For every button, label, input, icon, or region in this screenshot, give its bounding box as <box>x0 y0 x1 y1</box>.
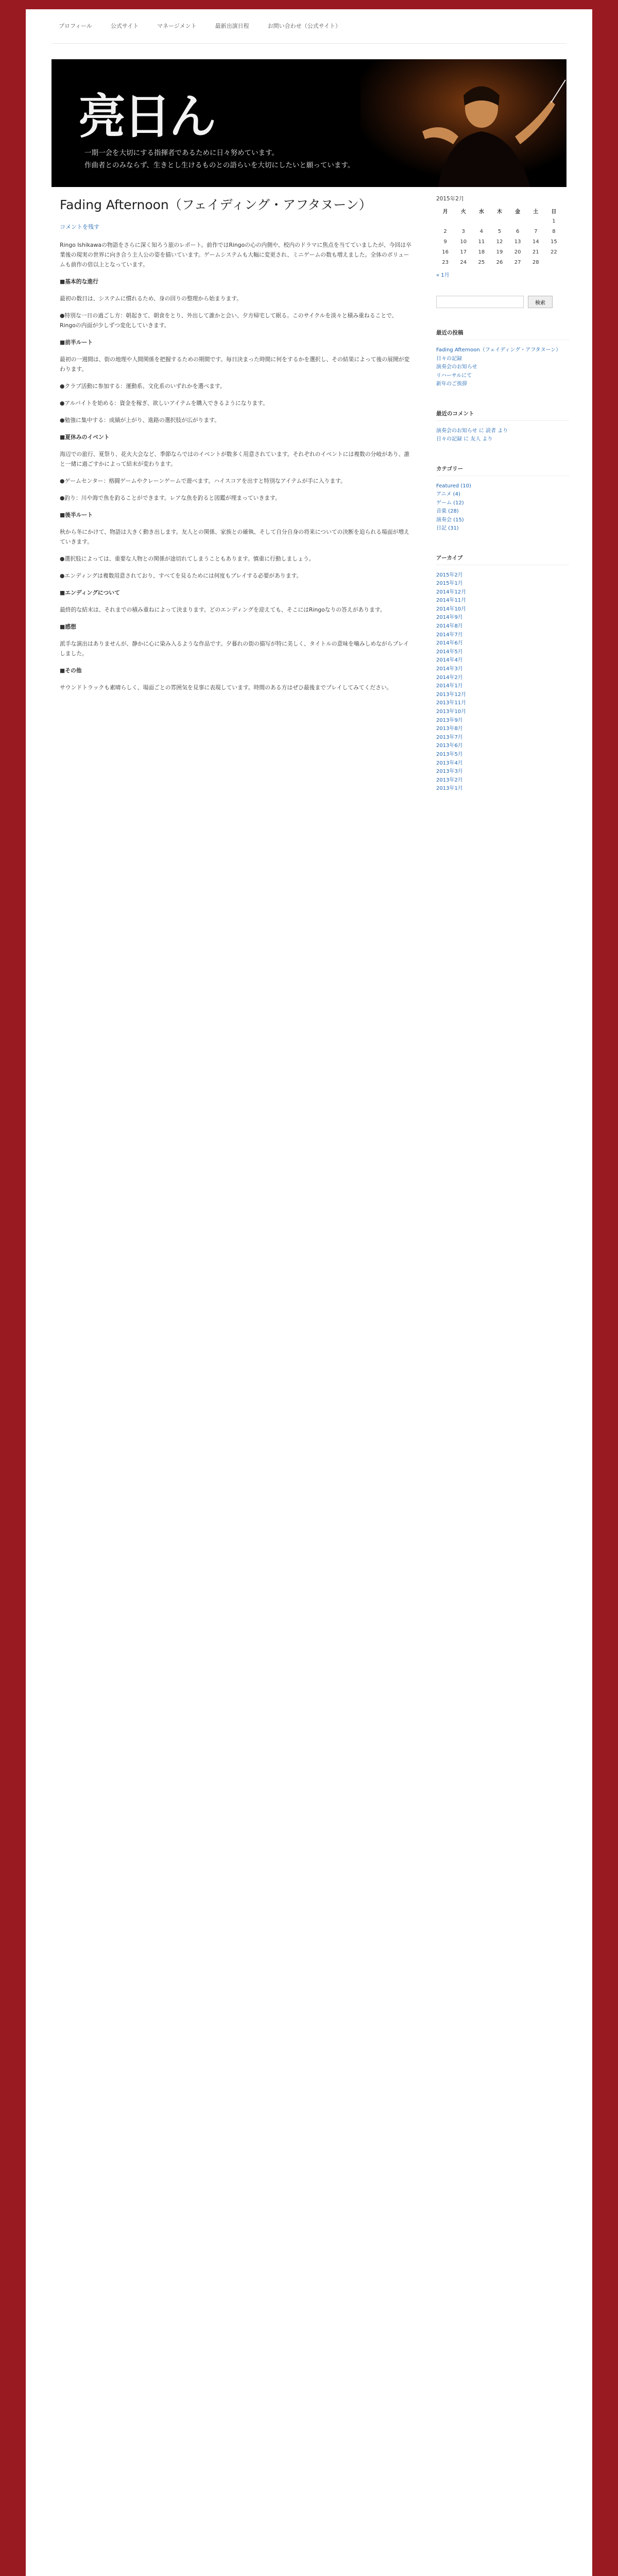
post-paragraph: サウンドトラックも素晴らしく、場面ごとの雰囲気を見事に表現しています。時間のある方はぜひ最後までプレイしてみてください。 <box>60 684 392 691</box>
category-link[interactable]: 演奏会 (15) <box>436 517 464 523</box>
search-button[interactable]: 検索 <box>528 296 553 308</box>
calendar-day <box>490 216 508 226</box>
category-link[interactable]: Featured (10) <box>436 483 471 489</box>
archive-link[interactable]: 2014年5月 <box>436 649 463 655</box>
section-heading: ■前半ルート <box>60 339 93 346</box>
post-paragraph: 秋から冬にかけて、物語は大きく動き出します。友人との関係、家族との確執、そして自分自身の将来についての決断を迫られる場面が増えていきます。 <box>60 529 409 545</box>
category-link[interactable]: ゲーム (12) <box>436 500 464 506</box>
post-paragraph: 最終的な結末は、それまでの積み重ねによって決まります。どのエンディングを迎えても、そこにはRingoなりの答えがあります。 <box>60 606 386 613</box>
post-paragraph: Ringo Ishikawaの物語をさらに深く知ろう旅のレポート。前作ではRingoの心の内側や、校内のドラマに焦点を当てていましたが、今回は卒業後の現実の世界に向き合う主人公の姿を描いています。ゲームシステムも大幅に変更され、ミニゲームの数も増えました。全体のボリュームも前作の倍以上となっています。 <box>60 242 411 268</box>
calendar-day[interactable]: 17 <box>460 249 467 255</box>
site-header <box>52 59 566 187</box>
calendar-day[interactable]: 6 <box>516 228 520 234</box>
archive-link[interactable]: 2014年10月 <box>436 606 467 612</box>
post-paragraph: ●選択肢によっては、重要な人物との関係が途切れてしまうこともあります。慎重に行動しましょう。 <box>60 555 315 562</box>
page <box>26 9 592 2576</box>
post-paragraph: 最初の一週間は、街の地理や人間関係を把握するための期間です。毎日決まった時間に何をするかを選択し、その結果によって後の展開が変わります。 <box>60 356 410 372</box>
archive-link[interactable]: 2014年3月 <box>436 666 463 672</box>
category-link[interactable]: 音楽 (28) <box>436 509 459 514</box>
calendar-day[interactable]: 7 <box>534 228 538 234</box>
nav-item[interactable]: お問い合わせ（公式サイト） <box>267 23 341 29</box>
section-heading: ■エンディングについて <box>60 589 120 596</box>
calendar-day[interactable]: 16 <box>442 249 449 255</box>
calendar-prev-link[interactable]: « 1月 <box>436 273 450 278</box>
calendar-day <box>509 216 527 226</box>
calendar-day[interactable]: 11 <box>478 239 485 245</box>
calendar-day[interactable]: 26 <box>496 259 503 265</box>
calendar-day[interactable]: 15 <box>551 239 557 245</box>
nav-item[interactable]: マネージメント <box>157 23 197 29</box>
calendar-day[interactable]: 20 <box>514 249 521 255</box>
calendar-day[interactable]: 27 <box>514 259 521 265</box>
calendar-week <box>436 257 563 267</box>
archive-link[interactable]: 2014年8月 <box>436 623 463 630</box>
post-paragraph: ●エンディングは複数用意されており、すべてを見るためには何度もプレイする必要があります。 <box>60 572 302 579</box>
post-paragraph: ●クラブ活動に参加する：運動系、文化系のいずれかを選べます。 <box>60 383 226 389</box>
post-paragraph: ●アルバイトを始める：資金を稼ぎ、欲しいアイテムを購入できるようになります。 <box>60 400 268 406</box>
recent-post-link[interactable]: 新年のご挨拶 <box>436 381 467 387</box>
calendar-day[interactable]: 2 <box>443 228 447 234</box>
post-paragraph: 最初の数日は、システムに慣れるため、身の回りの整理から始まります。 <box>60 295 242 302</box>
top-nav <box>52 9 566 44</box>
archive-link[interactable]: 2013年12月 <box>436 691 467 698</box>
section-heading: ■夏休みのイベント <box>60 434 110 440</box>
archive-link[interactable]: 2013年4月 <box>436 760 463 766</box>
calendar-day[interactable]: 13 <box>514 239 521 245</box>
archives-title: アーカイブ <box>436 554 569 565</box>
recent-posts-list <box>436 346 569 389</box>
archive-link[interactable]: 2015年2月 <box>436 572 463 578</box>
section-heading: ■後半ルート <box>60 512 93 518</box>
calendar-day[interactable]: 14 <box>532 239 539 245</box>
calendar-day[interactable]: 10 <box>460 239 467 245</box>
calendar-day <box>545 257 563 267</box>
calendar-weekday: 土 <box>533 209 539 215</box>
section-heading: ■基本的な進行 <box>60 278 98 285</box>
calendar-day[interactable]: 4 <box>479 228 484 234</box>
calendar-week <box>436 236 563 247</box>
calendar-day[interactable]: 18 <box>478 249 485 255</box>
post-paragraph: ●勉強に集中する：成績が上がり、進路の選択肢が広がります。 <box>60 417 220 423</box>
calendar-caption: 2015年2月 <box>436 196 465 202</box>
calendar-weekday: 金 <box>515 209 521 215</box>
calendar-weekday: 火 <box>460 209 466 215</box>
comment-link[interactable]: コメントを残す <box>60 224 99 230</box>
archive-link[interactable]: 2014年1月 <box>436 683 463 689</box>
archive-link[interactable]: 2015年1月 <box>436 581 463 587</box>
archive-link[interactable]: 2013年9月 <box>436 717 463 723</box>
calendar-day[interactable]: 8 <box>552 228 556 234</box>
category-link[interactable]: 日記 (31) <box>436 526 459 531</box>
post-body <box>57 240 412 692</box>
calendar-weekday: 日 <box>551 209 557 215</box>
calendar-day[interactable]: 21 <box>532 249 539 255</box>
post-paragraph: ●ゲームセンター：格闘ゲームやクレーンゲームで遊べます。ハイスコアを出すと特別なアイテムが手に入ります。 <box>60 478 346 484</box>
main-content <box>57 195 412 700</box>
recent-comment-link[interactable]: 日々の記録 に 友人 より <box>436 436 493 442</box>
post-paragraph: 海辺での旅行、夏祭り、花火大会など、季節ならではのイベントが数多く用意されています。それぞれのイベントには複数の分岐があり、誰と一緒に過ごすかによって結末が変わります。 <box>60 451 410 467</box>
tagline-line: 一期一会を大切にする指揮者であるために日々努めています。 <box>84 149 279 157</box>
post-paragraph: ●釣り：川や海で魚を釣ることができます。レアな魚を釣ると図鑑が埋まっていきます。 <box>60 495 281 501</box>
section-heading: ■その他 <box>60 667 82 674</box>
archive-link[interactable]: 2013年10月 <box>436 709 467 715</box>
post-title[interactable]: Fading Afternoon（フェイディング・アフタヌーン） <box>60 197 372 212</box>
calendar-day[interactable]: 5 <box>497 228 502 234</box>
archive-link[interactable]: 2014年6月 <box>436 640 463 647</box>
calendar-weekday: 月 <box>442 209 448 215</box>
recent-post-link[interactable]: 演奏会のお知らせ <box>436 364 477 370</box>
recent-comment-link[interactable]: 演奏会のお知らせ に 読者 より <box>436 428 508 434</box>
categories-title: カテゴリー <box>436 465 569 476</box>
archive-link[interactable]: 2014年7月 <box>436 632 463 638</box>
archive-link[interactable]: 2014年2月 <box>436 674 463 681</box>
archive-link[interactable]: 2013年2月 <box>436 777 463 783</box>
calendar-day[interactable]: 3 <box>461 228 465 234</box>
nav-list <box>52 9 566 43</box>
nav-item[interactable]: プロフィール <box>59 23 92 29</box>
calendar <box>436 206 563 267</box>
calendar-week <box>436 226 563 236</box>
archive-link[interactable]: 2014年11月 <box>436 598 467 604</box>
archive-link[interactable]: 2013年8月 <box>436 726 463 732</box>
calendar-day[interactable]: 24 <box>460 259 467 265</box>
calendar-day <box>454 216 472 226</box>
archive-link[interactable]: 2013年6月 <box>436 743 463 749</box>
calendar-day[interactable]: 25 <box>478 259 485 265</box>
archive-link[interactable]: 2013年3月 <box>436 769 463 775</box>
calendar-week <box>436 247 563 257</box>
post-paragraph: 派手な演出はありませんが、静かに心に染み入るような作品です。夕暮れの街の描写が特に美しく、タイトルの意味を噛みしめながらプレイしました。 <box>60 640 409 657</box>
recent-post-link[interactable]: リハーサルにて <box>436 372 472 379</box>
category-link[interactable]: アニメ (4) <box>436 492 460 497</box>
archive-link[interactable]: 2013年5月 <box>436 751 463 757</box>
calendar-week <box>436 216 563 226</box>
recent-comments-list <box>436 427 569 444</box>
search-input[interactable] <box>436 296 524 308</box>
calendar-day <box>527 216 545 226</box>
sidebar <box>436 195 569 793</box>
nav-item[interactable]: 最新出演日程 <box>215 23 249 29</box>
archive-link[interactable]: 2013年7月 <box>436 734 463 740</box>
site-logo[interactable]: 亮日ん <box>78 89 215 144</box>
calendar-weekday: 木 <box>496 209 502 215</box>
conductor-photo <box>360 59 566 187</box>
calendar-day[interactable]: 12 <box>496 239 503 245</box>
archive-link[interactable]: 2013年11月 <box>436 700 467 706</box>
post-paragraph: ●特別な一日の過ごし方：朝起きて、朝食をとり、外出して誰かと会い、夕方帰宅して眠る。このサイクルを淡々と積み重ねることで、Ringoの内面が少しずつ変化していきます。 <box>60 312 398 329</box>
recent-comments-title: 最近のコメント <box>436 410 569 421</box>
calendar-day[interactable]: 23 <box>442 259 449 265</box>
search-form <box>436 296 569 308</box>
calendar-day[interactable]: 19 <box>496 249 503 255</box>
archive-link[interactable]: 2014年9月 <box>436 615 463 621</box>
recent-post-link[interactable]: Fading Afternoon（フェイディング・アフタヌーン） <box>436 347 561 353</box>
site-tagline <box>84 147 354 172</box>
calendar-day[interactable]: 9 <box>443 239 447 245</box>
calendar-day[interactable]: 22 <box>551 249 557 255</box>
archive-link[interactable]: 2014年4月 <box>436 657 463 664</box>
calendar-day <box>436 216 454 226</box>
nav-item[interactable]: 公式サイト <box>110 23 139 29</box>
archive-link[interactable]: 2013年1月 <box>436 786 463 792</box>
archives-list <box>436 571 569 793</box>
recent-posts-title: 最近の投稿 <box>436 329 569 340</box>
calendar-day[interactable]: 28 <box>532 259 539 265</box>
recent-post-link[interactable]: 日々の記録 <box>436 355 462 362</box>
section-heading: ■感想 <box>60 623 76 630</box>
calendar-day <box>472 216 490 226</box>
archive-link[interactable]: 2014年12月 <box>436 589 467 595</box>
tagline-line: 作曲者とのみならず、生きとし生けるものとの語らいを大切にしたいと願っています。 <box>84 161 355 170</box>
categories-list <box>436 482 569 533</box>
calendar-day[interactable]: 1 <box>552 218 556 224</box>
calendar-weekday: 水 <box>478 209 484 215</box>
